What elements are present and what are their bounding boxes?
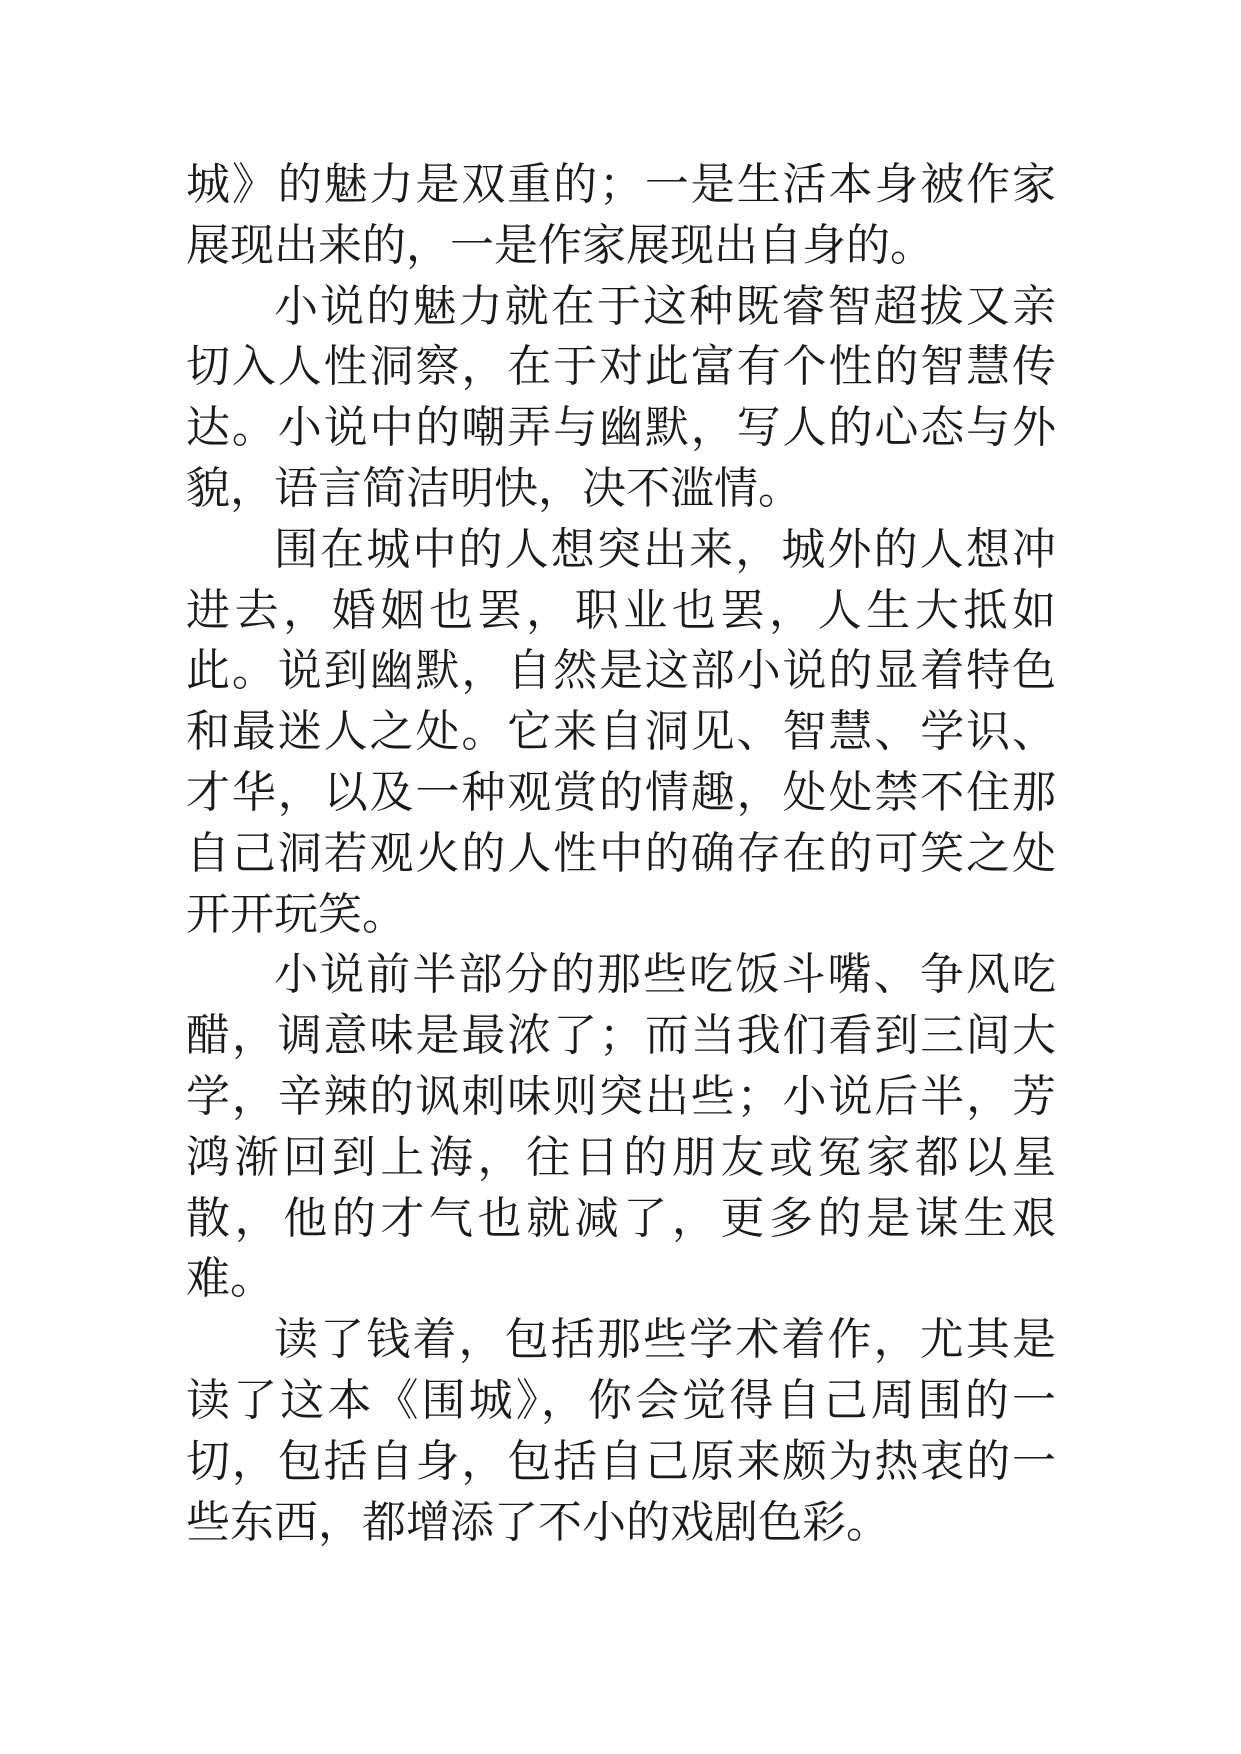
paragraph: 小说前半部分的那些吃饭斗嘴、争风吃醋，调意味是最浓了；而当我们看到三闾大学，辛辣的讽刺味则突出些；小说后半，芳鸿渐回到上海，往日的朋友或冤家都以星散，他的才气也就减了，更多的是谋生艰难。 — [186, 949, 1056, 1305]
document-body — [186, 155, 1056, 1553]
paragraph: 小说的魅力就在于这种既睿智超拔又亲切入人性洞察，在于对此富有个性的智慧传达。小说中的嘲弄与幽默，写人的心态与外貌，语言简洁明快，决不滥情。 — [186, 280, 1056, 514]
paragraph: 围在城中的人想突出来，城外的人想冲进去，婚姻也罢，职业也罢，人生大抵如此。说到幽默，自然是这部小说的显着特色和最迷人之处。它来自洞见、智慧、学识、才华，以及一种观赏的情趣，处处禁不住那自己洞若观火的人性中的确存在的可笑之处开开玩笑。 — [186, 523, 1056, 940]
paragraph: 读了钱着，包括那些学术着作，尤其是读了这本《围城》，你会觉得自己周围的一切，包括自身，包括自己原来颇为热衷的一些东西，都增添了不小的戏剧色彩。 — [186, 1314, 1056, 1548]
paragraph-continued: 城》的魅力是双重的；一是生活本身被作家展现出来的，一是作家展现出自身的。 — [186, 159, 1056, 271]
